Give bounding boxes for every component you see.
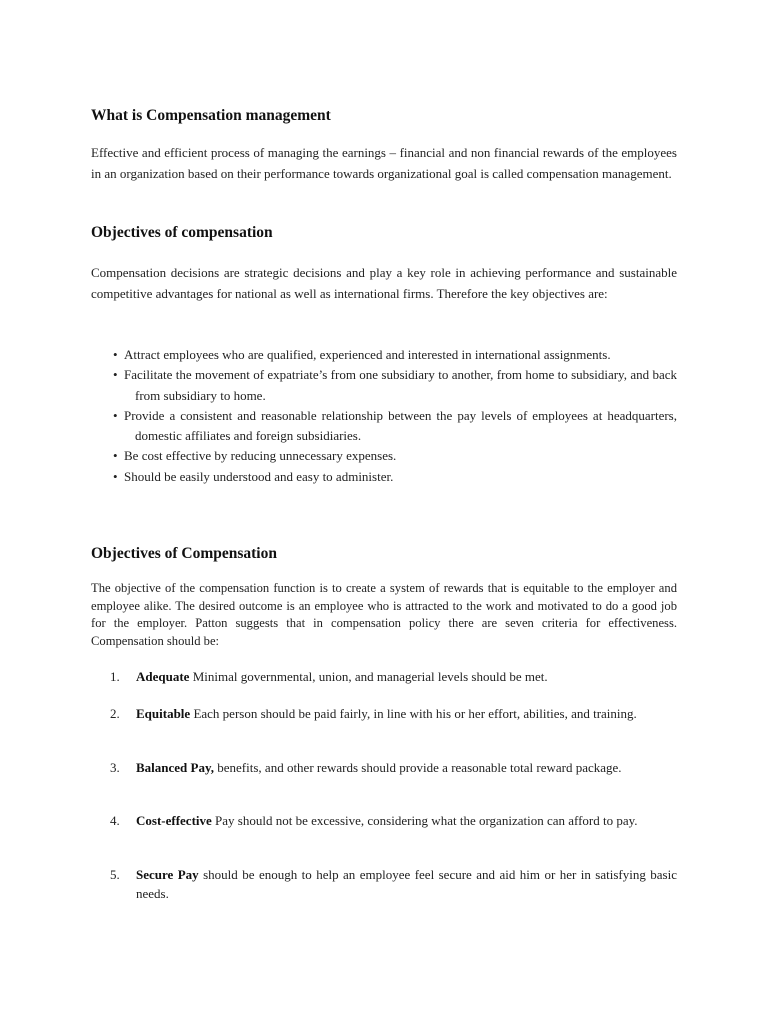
bullet-text: Attract employees who are qualified, experienced and interested in international assignments. — [124, 347, 611, 362]
criteria-intro-paragraph: The objective of the compensation function is to create a system of rewards that is equitable to the employer and employee alike. The desired outcome is an employee who is attracted to the work and motivated to do a good job for the employer. Patton suggests that in compensation policy there are seven criteria for effectiveness. Compensation should be: — [91, 581, 677, 648]
criteria-numbered-list — [110, 668, 677, 687]
bullet-icon: • — [113, 367, 118, 383]
criteria-numbered-list-equitable — [110, 705, 677, 724]
objectives-intro-paragraph: Compensation decisions are strategic decisions and play a key role in achieving performance and sustainable competitive advantages for national as well as international firms. Therefore the key objectives are: — [91, 265, 677, 301]
criteria-term: Balanced Pay, — [136, 760, 215, 775]
criteria-numbered-list-secure-pay — [110, 866, 677, 903]
item-number: 4. — [110, 813, 120, 828]
list-item — [113, 365, 677, 406]
item-number: 1. — [110, 669, 120, 684]
bullet-text: Be cost effective by reducing unnecessary expenses. — [124, 448, 397, 464]
item-number: 3. — [110, 760, 120, 775]
section-heading-objectives-of-compensation-criteria: Objectives of Compensation — [91, 545, 277, 562]
list-item — [113, 406, 677, 447]
item-number: 2. — [110, 706, 120, 721]
criteria-item-balanced-pay — [110, 759, 677, 778]
bullet-icon: • — [113, 468, 118, 484]
bullet-text: Should be easily understood and easy to administer. — [124, 468, 394, 484]
criteria-description: Pay should not be excessive, considering what the organization can afford to pay. — [211, 813, 638, 828]
section-heading-objectives-of-compensation: Objectives of compensation — [91, 224, 273, 241]
criteria-term: Adequate — [136, 669, 190, 684]
criteria-description: should be enough to help an employee feel secure and aid him or her in satisfying basic needs. — [136, 867, 677, 901]
bullet-icon: • — [113, 347, 118, 362]
bullet-text: Facilitate the movement of expatriate’s from one subsidiary to another, from home to subsidiary, and back from subsidiary to home. — [124, 367, 677, 403]
criteria-numbered-list-balanced-pay — [110, 759, 677, 778]
bullet-icon: • — [113, 448, 118, 464]
criteria-item-equitable — [110, 705, 677, 724]
list-item — [113, 467, 677, 487]
criteria-description: benefits, and other rewards should provide a reasonable total reward package. — [214, 760, 622, 775]
criteria-term: Secure Pay — [136, 867, 199, 882]
bullet-text: Provide a consistent and reasonable relationship between the pay levels of employees at headquarters, domestic affiliates and foreign subsidiaries. — [124, 407, 677, 444]
criteria-item-cost-effective — [110, 812, 677, 831]
bullet-icon: • — [113, 407, 118, 423]
criteria-description: Minimal governmental, union, and managerial levels should be met. — [189, 669, 548, 684]
criteria-description: Each person should be paid fairly, in line with his or her effort, abilities, and training. — [190, 706, 637, 721]
list-item — [113, 446, 677, 466]
definition-paragraph: Effective and efficient process of managing the earnings – financial and non financial rewards of the employees in an organization based on their performance towards organizational goal is called compensation management. — [91, 145, 677, 181]
item-number: 5. — [110, 867, 120, 882]
section-heading-what-is-compensation-management: What is Compensation management — [91, 107, 331, 124]
objectives-bullet-list — [113, 345, 677, 487]
criteria-term: Equitable — [136, 706, 191, 721]
criteria-term: Cost-effective — [136, 813, 212, 828]
criteria-item-adequate — [110, 668, 677, 687]
criteria-numbered-list-cost-effective — [110, 812, 677, 831]
list-item — [113, 345, 677, 365]
criteria-item-secure-pay — [110, 866, 677, 903]
